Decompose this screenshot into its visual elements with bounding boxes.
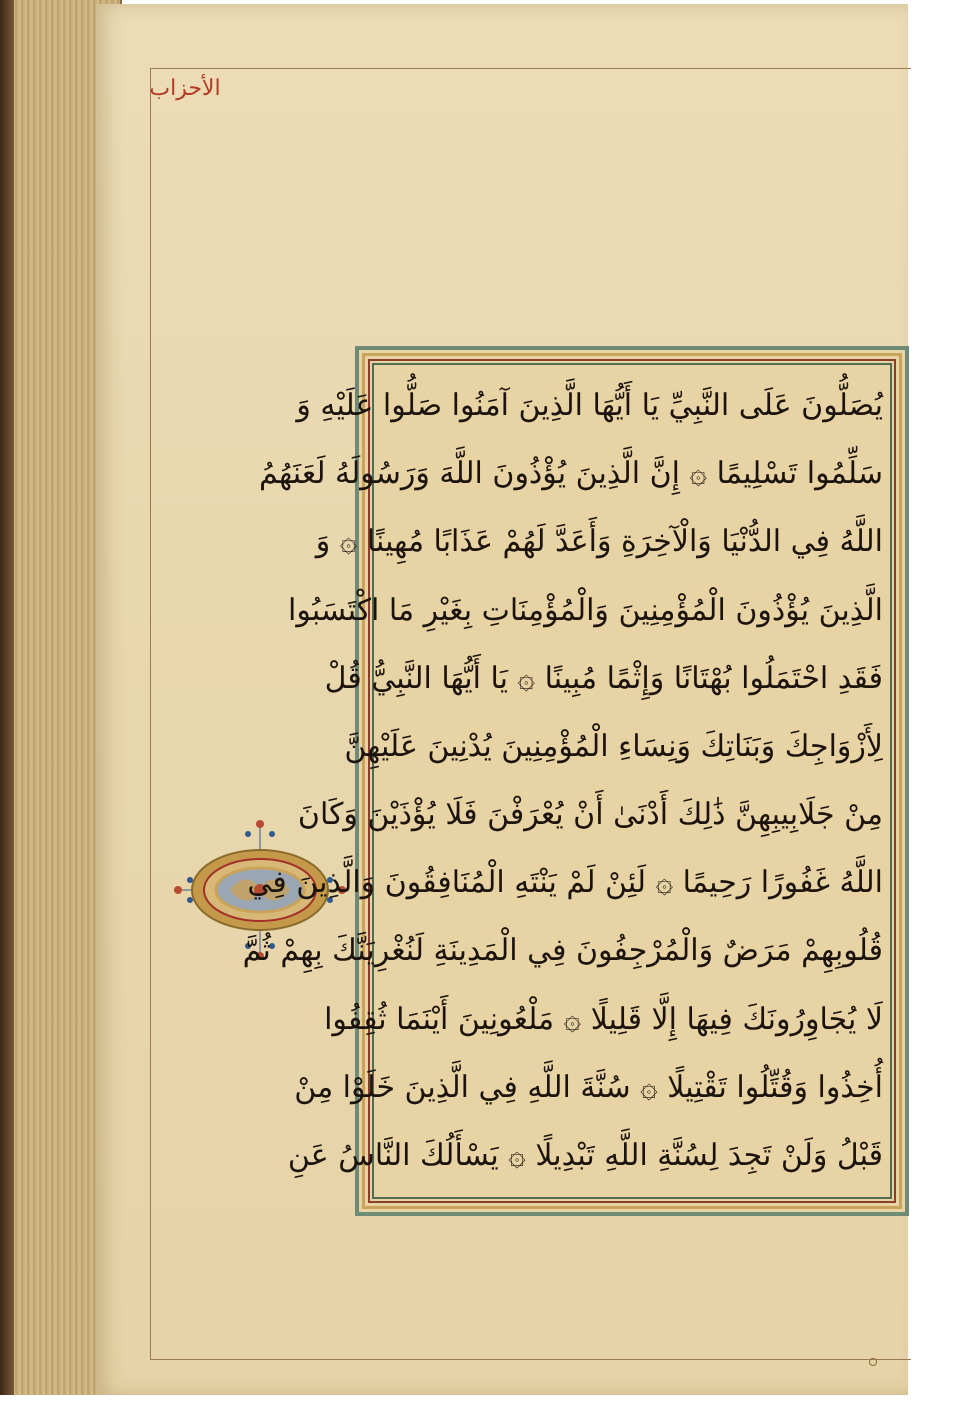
quran-text-block bbox=[242, 378, 883, 1184]
text-line: مِنْ جَلَابِيبِهِنَّ ذَٰلِكَ أَدْنَىٰ أَنْ يُعْرَفْنَ فَلَا يُؤْذَيْنَ وَكَانَ bbox=[297, 797, 883, 833]
text-line: اللَّهُ فِي الدُّنْيَا وَالْآخِرَةِ وَأَعَدَّ لَهُمْ عَذَابًا مُهِينًا ۞ وَ bbox=[315, 524, 883, 560]
text-line: يُصَلُّونَ عَلَى النَّبِيِّ يَا أَيُّهَا الَّذِينَ آمَنُوا صَلُّوا عَلَيْهِ وَ bbox=[296, 388, 883, 423]
text-line: اللَّهُ غَفُورًا رَحِيمًا ۞ لَئِنْ لَمْ يَنْتَهِ الْمُنَافِقُونَ وَالَّذِينَ فِي bbox=[247, 865, 883, 901]
text-line: الَّذِينَ يُؤْذُونَ الْمُؤْمِنِينَ وَالْمُؤْمِنَاتِ بِغَيْرِ مَا اكْتَسَبُوا bbox=[288, 592, 883, 628]
bottom-margin bbox=[0, 1395, 974, 1417]
text-line: قَبْلُ وَلَنْ تَجِدَ لِسُنَّةِ اللَّهِ تَبْدِيلًا ۞ يَسْأَلُكَ النَّاسُ عَنِ bbox=[287, 1137, 883, 1173]
text-line: قُلُوبِهِمْ مَرَضٌ وَالْمُرْجِفُونَ فِي الْمَدِينَةِ لَنُغْرِيَنَّكَ بِهِمْ ثُمَّ bbox=[242, 933, 883, 969]
text-line: أُخِذُوا وَقُتِّلُوا تَقْتِيلًا ۞ سُنَّةَ اللَّهِ فِي الَّذِينَ خَلَوْا مِنْ bbox=[294, 1069, 883, 1105]
text-frame bbox=[242, 346, 909, 1216]
folio-mark bbox=[869, 1358, 877, 1366]
text-line: سَلِّمُوا تَسْلِيمًا ۞ إِنَّ الَّذِينَ يُؤْذُونَ اللَّهَ وَرَسُولَهُ لَعَنَهُمُ bbox=[259, 456, 883, 492]
text-line: لِأَزْوَاجِكَ وَبَنَاتِكَ وَنِسَاءِ الْمُؤْمِنِينَ يُدْنِينَ عَلَيْهِنَّ bbox=[344, 728, 883, 764]
sura-heading: الأحزاب bbox=[149, 76, 221, 101]
text-line: لَا يُجَاوِرُونَكَ فِيهَا إِلَّا قَلِيلًا ۞ مَلْعُونِينَ أَيْنَمَا ثُقِفُوا bbox=[324, 1001, 883, 1037]
binding-shadow bbox=[0, 0, 14, 1395]
text-line: فَقَدِ احْتَمَلُوا بُهْتَانًا وَإِثْمًا مُبِينًا ۞ يَا أَيُّهَا النَّبِيُّ قُلْ bbox=[324, 660, 883, 696]
